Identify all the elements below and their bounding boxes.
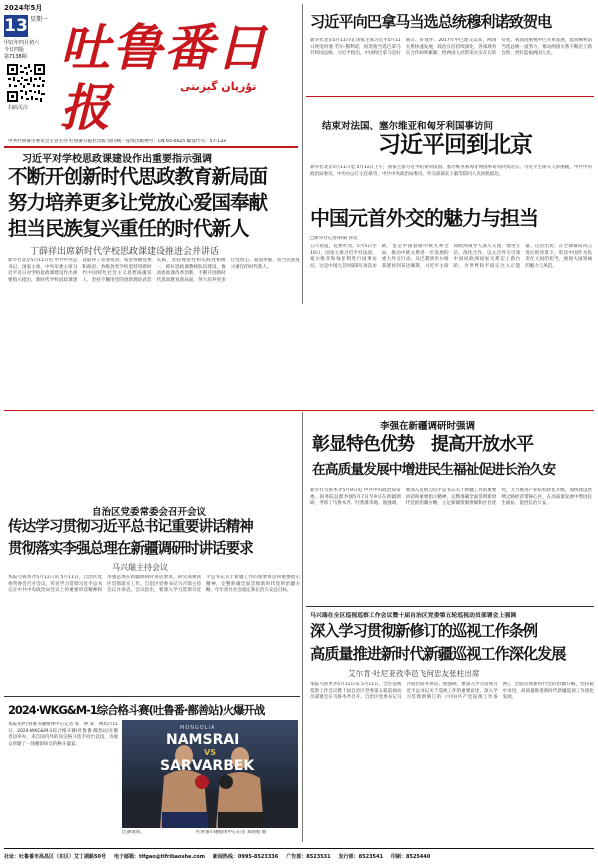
fighter-2-name: SARVARBEK bbox=[160, 758, 255, 774]
inspection-headline-line-2: 高质量推进新时代新疆巡视工作深化发展 bbox=[310, 645, 566, 663]
inspection-rule bbox=[306, 606, 594, 607]
qr-label: 扫码关注 bbox=[8, 105, 29, 111]
footer-email: 电子邮箱：tlfgao@tlfribaoshe.com bbox=[113, 854, 205, 860]
column-divider bbox=[302, 4, 303, 304]
footer-hotline: 新闻热线：0995-8523336 bbox=[212, 854, 279, 860]
school-headline-line-3: 担当民族复兴重任的时代新人 bbox=[8, 217, 249, 240]
footer-bar bbox=[4, 851, 594, 863]
school-headline-line-2: 努力培养更多让党放心爱国奉献 bbox=[8, 191, 268, 214]
inspection-body: 本报乌鲁木齐5月11日讯 5月11日，全区巡视巡察工作会议暨十届自治区党委第五轮巡视动员部署会在乌鲁木齐召开。自治区党委书记马兴瑞出席并讲话。他强调，要深入学习贯彻习近平总书记关于巡视工作的重要论述，深入学习贯彻新修订的《中国共产党巡视工作条例》，全面贯彻新时代党的治疆方略，坚持稳中求进，高质量推进新时代新疆巡视工作深化发展。 bbox=[310, 682, 594, 701]
footer-address: 社址：吐鲁番市高昌区（东区）艾丁湖路50号 bbox=[4, 854, 106, 860]
meeting-subheadline: 马兴瑞主持会议 bbox=[112, 563, 168, 572]
diplomacy-byline: □新华社记者/韩梁 孙奕 bbox=[310, 236, 358, 241]
meeting-body: 本报乌鲁木齐5月11日讯 5月11日，自治区党委常委会召开会议，传达学习贯彻习近平总书记在中共中央政治局会议上的重要讲话精神和李强总理在新疆调研时讲话要求，研究部署我区贯彻落实工作。自治区党委书记马兴瑞主持会议并讲话。会议指出，要深入学习贯彻习近平总书记关于新疆工作的重要讲话和重要指示精神，完整准确全面贯彻新时代党的治疆方略，牢牢扭住社会稳定和长治久安总目标。 bbox=[8, 575, 300, 594]
inspection-kicker: 马兴瑞在全区巡视巡察工作会议暨十届自治区党委第五轮巡视动员部署会上强调 bbox=[310, 613, 517, 619]
visit-headline: 习近平回到北京 bbox=[378, 132, 532, 158]
liqiang-kicker: 李强在新疆调研时强调 bbox=[380, 421, 476, 432]
liqiang-headline-line-1: 彰显特色优势 提高开放水平 bbox=[312, 434, 533, 455]
boxing-photo-credit: 吐鲁番市融媒体中心记者 刘晓娟 摄 bbox=[196, 830, 267, 835]
footer-rule bbox=[4, 848, 594, 849]
boxing-photo-caption: 比赛现场。 bbox=[122, 830, 145, 835]
page-count: 今日四版 bbox=[4, 47, 25, 53]
diplomacy-body: 五月初夏，花繁叶茂。5月5日至10日，国家主席习近平对法国、塞尔维亚和匈牙利进行国事访问。这是中国元首时隔5年再次访欧，也是中国着眼中欧关系全局、推动中欧关系进一步发展的重大外交行动。从巴黎到贝尔格莱德再到布达佩斯，习近平主席同欧洲领导人深入交流、增进互信、深化合作，以元首外交引领中国同欧洲国家关系迈上新台阶，为世界和平稳定注入正能量。这次出访，在全球格局风云变幻的背景下，彰显中国作为负责任大国的担当，展现大国领袖的魅力与风范。 bbox=[310, 244, 592, 269]
school-body: 新华社北京5月11日电 中共中央总书记、国家主席、中央军委主席习近平近日对学校思政课建设作出重要指示指出，新时代学校思政课建设取得了显著成效。希望各级党委和政府、各级各类学校坚持用新时代中国特色社会主义思想铸魂育人，坚持不懈用党的创新理论武装头脑，坚持理论性和实践性相统一，抓好思政课教师队伍建设，推动思政课改革创新，不断开创新时代思政教育新局面，努力培养更多让党放心、爱国奉献、担当民族复兴重任的时代新人。 bbox=[8, 258, 300, 283]
newspaper-logo: 吐鲁番日报 bbox=[60, 18, 268, 137]
boxing-body: 本报讯(吐鲁番市融媒体中心记者 张 林 朱 林)5月11日，2024·WKG&M-1综合格斗赛(吐鲁番·鄯善站)在鄯善县举办。来自国内外的顶尖格斗选手同台竞技，为观众奉献了一场精彩纷呈的格斗盛宴。 bbox=[8, 722, 118, 747]
lunar-date: 甲辰年四月初六 bbox=[4, 40, 40, 46]
top-right-body: 新华社北京5月11日电 国家主席习近平5月11日致电何塞·劳尔·穆利诺，祝贺他当选巴拿马共和国总统。习近平指出，中国和巴拿马是好朋友、好伙伴。2017年中巴建交以来，两国关系快速发展，政治互信持续深化，各领域务实合作硕果累累，给两国人民带来实实在在的好处。我高度重视中巴关系发展，愿同穆利诺当选总统一道努力，推动两国关系不断迈上新台阶，更好造福两国人民。 bbox=[310, 38, 592, 57]
footer-printing: 印刷：8525440 bbox=[391, 854, 431, 860]
inspection-subheadline: 艾尔肯·吐尼亚孜李邑飞何忠友张柱出席 bbox=[348, 669, 480, 678]
newspaper-logo-uyghur: تۇرپان گېزىتى bbox=[180, 80, 257, 93]
school-headline-line-1: 不断开创新时代思政教育新局面 bbox=[8, 165, 268, 188]
meeting-kicker: 自治区党委常委会召开会议 bbox=[92, 507, 207, 518]
fighter-vs: VS bbox=[204, 748, 216, 757]
boxing-headline: 2024·WKG&M-1综合格斗赛(吐鲁番·鄯善站)火爆开战 bbox=[8, 703, 265, 717]
liqiang-headline-line-2: 在高质量发展中增进民生福祉促进长治久安 bbox=[312, 462, 556, 478]
inspection-headline-line-1: 深入学习贯彻新修订的巡视工作条例 bbox=[310, 622, 537, 640]
liqiang-body: 新华社乌鲁木齐5月9日电 中共中央政治局常委、国务院总理李强5月7日至9日在新疆调研，考察了乌鲁木齐、吐鲁番等地。他强调，要深入贯彻习近平总书记关于新疆工作的重要讲话和重要指示精神，完整准确全面贯彻新时代党的治疆方略，立足新疆资源禀赋和区位优势，大力推进产业结构优化升级，加快建设丝绸之路经济带核心区，在高质量发展中增进民生福祉、促进长治久安。 bbox=[310, 488, 592, 507]
visit-kicker: 结束对法国、塞尔维亚和匈牙利国事访问 bbox=[322, 121, 494, 132]
photo-brand-text: MONGOLIA bbox=[180, 725, 216, 731]
boxing-photo bbox=[122, 720, 298, 828]
issue-number: 第7138期 bbox=[4, 54, 27, 60]
top-right-rule bbox=[306, 96, 594, 97]
masthead bbox=[4, 4, 296, 154]
visit-body: 新华社北京5月11日电 5月11日上午，国家主席习近平结束对法国、塞尔维亚和匈牙利国事访问回到北京。习近平主席夫人彭丽媛，中共中央政治局委员、中央办公厅主任蔡奇，中共中央政治局委员、外交部部长王毅等陪同人员同机抵达。 bbox=[310, 165, 592, 177]
column-divider-2 bbox=[302, 412, 303, 842]
issue-day: 13 bbox=[4, 16, 28, 36]
meeting-headline-line-1: 传达学习贯彻习近平总书记重要讲话精神 bbox=[8, 518, 253, 535]
publisher-line: 中共吐鲁番市委员会主管主办 吐鲁番日报社出版 国内统一连续出版物号：CN 65-0025 邮发代号：57-133 bbox=[8, 139, 226, 144]
fighter-1-name: NAMSRAI bbox=[166, 732, 240, 748]
diplomacy-headline: 中国元首外交的魅力与担当 bbox=[310, 206, 538, 230]
mid-rule bbox=[4, 410, 594, 411]
footer-ad: 广告部：8523531 bbox=[286, 854, 331, 860]
school-kicker: 习近平对学校思政课建设作出重要指示强调 bbox=[22, 154, 212, 165]
masthead-rule bbox=[4, 146, 298, 148]
top-right-headline: 习近平向巴拿马当选总统穆利诺致贺电 bbox=[310, 13, 552, 31]
issue-date: 2024年5月 bbox=[4, 4, 43, 12]
meeting-headline-line-2: 贯彻落实李强总理在新疆调研时讲话要求 bbox=[8, 540, 253, 557]
weekday: 星期一 bbox=[30, 16, 49, 23]
boxing-rule bbox=[4, 696, 300, 697]
qr-code-icon[interactable] bbox=[6, 63, 46, 103]
school-subheadline: 丁薛祥出席新时代学校思政课建设推进会并讲话 bbox=[30, 247, 220, 257]
footer-distribution: 发行部：8523541 bbox=[338, 854, 383, 860]
